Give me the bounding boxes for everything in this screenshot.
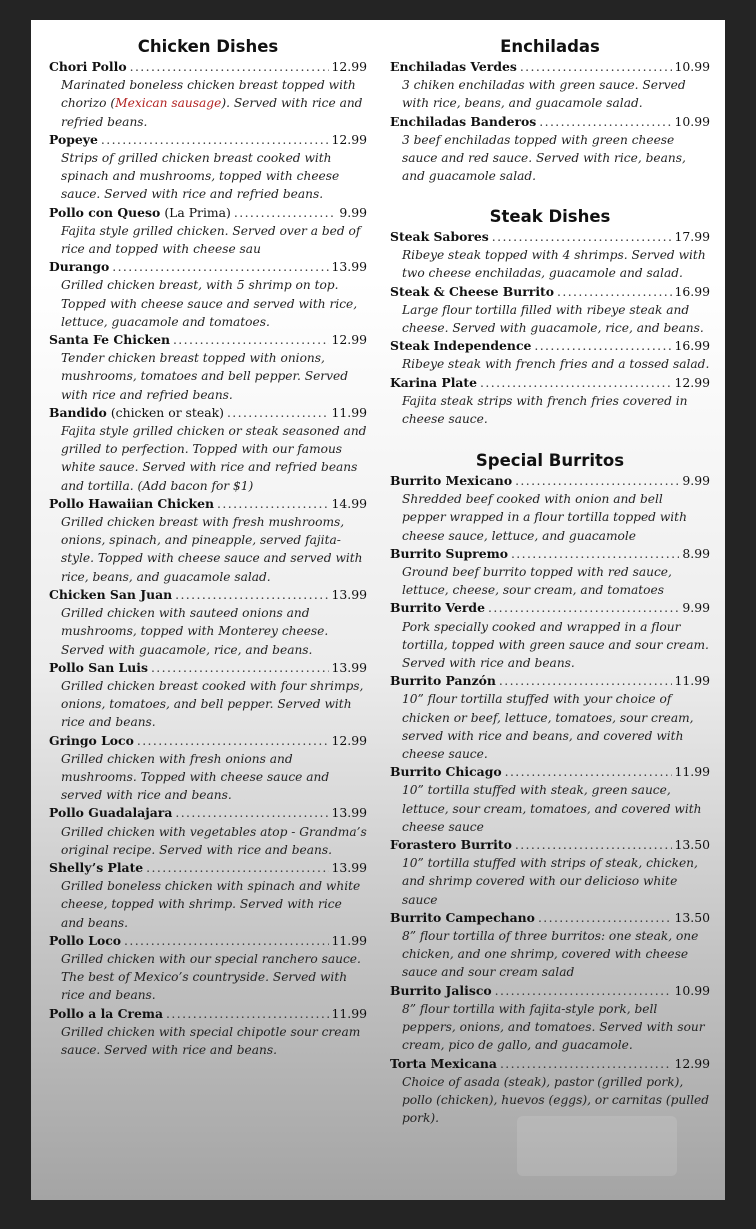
dot-leader: [488, 599, 679, 617]
steak-dishes-list: [390, 228, 710, 428]
menu-item: [390, 58, 710, 113]
menu-item-price: 10.99: [674, 59, 710, 74]
enchiladas-list: [390, 58, 710, 185]
menu-item-price: 13.99: [331, 805, 367, 821]
menu-item-name: Torta Mexicana: [390, 1055, 497, 1071]
menu-item-name: Pollo Guadalajara: [49, 805, 173, 821]
menu-item-description: 10” tortilla stuffed with steak, green sauce, lettuce, sour cream, tomatoes, and covered with cheese sauce: [402, 783, 702, 834]
menu-item-name: Forastero Burrito: [390, 837, 512, 853]
dot-leader: [173, 331, 329, 349]
dot-leader: [515, 836, 672, 854]
menu-item: [49, 932, 367, 1005]
section-title-enchiladas: Enchiladas: [500, 37, 600, 56]
menu-item-price: 12.99: [674, 374, 710, 390]
menu-item-name: Bandido: [49, 404, 107, 420]
dot-leader: [515, 472, 679, 490]
menu-item-header: [390, 763, 710, 781]
menu-item-description: Ribeye steak topped with 4 shrimps. Served with two cheese enchiladas, guacamole and salad.: [402, 248, 706, 281]
menu-item-header: [390, 228, 710, 246]
menu-item-price: 10.99: [674, 982, 710, 998]
menu-item-price: 9.99: [682, 473, 710, 488]
menu-item: [49, 204, 367, 259]
menu-item-description: Shredded beef cooked with onion and bell pepper wrapped in a flour tortilla topped with cheese sauce, lettuce, and guacamole: [402, 492, 687, 543]
menu-item-name: Enchiladas Verdes: [390, 59, 517, 74]
menu-item: [390, 672, 710, 763]
menu-item-header: [390, 836, 710, 854]
section-title-special-burritos: Special Burritos: [475, 451, 625, 470]
dot-leader: [130, 58, 329, 76]
menu-item: [49, 804, 367, 859]
menu-item-header: [49, 404, 367, 422]
menu-item-header: [390, 982, 710, 1000]
menu-item-price: 13.99: [331, 586, 367, 602]
special-burritos-section: [390, 450, 710, 1127]
menu-item-price: 9.99: [339, 204, 367, 220]
menu-item-price: 12.99: [331, 732, 367, 748]
menu-item-description: Grilled chicken breast cooked with four shrimps, onions, tomatoes, and bell pepper. Served with rice and beans.: [61, 678, 364, 730]
menu-item-name: Chicken San Juan: [49, 586, 173, 602]
menu-item-description: Grilled chicken breast, with 5 shrimp on top. Topped with cheese sauce and served with rice, lettuce, guacamole and tomatoes.: [61, 278, 358, 329]
menu-item-description: 3 chiken enchiladas with green sauce. Served with rice, beans, and guacamole salad.: [402, 78, 686, 111]
menu-item-name: Pollo Hawaiian Chicken: [49, 495, 215, 511]
enchiladas-section: [390, 36, 710, 185]
menu-item-name: Burrito Jalisco: [390, 982, 492, 998]
menu-item-name: Popeye: [49, 131, 98, 147]
menu-item-name: Steak & Cheese Burrito: [390, 283, 555, 299]
menu-item-header: [49, 131, 367, 149]
menu-item: [390, 374, 710, 429]
menu-item-header: [49, 932, 367, 950]
menu-item-description: Fajita style grilled chicken. Served over a bed of rice and topped with cheese sau: [61, 223, 361, 257]
menu-item-name: Burrito Panzón: [390, 673, 496, 689]
menu-item-header: [390, 283, 710, 301]
menu-item: [49, 859, 367, 932]
menu-item: [390, 337, 710, 373]
menu-item: [49, 1005, 367, 1060]
dot-leader: [234, 204, 337, 222]
menu-item-price: 11.99: [331, 404, 367, 420]
dot-leader: [557, 283, 671, 301]
dot-leader: [101, 131, 329, 149]
menu-item-name: Burrito Campechano: [390, 909, 535, 925]
menu-item-header: [390, 909, 710, 927]
menu-item: [390, 113, 710, 186]
menu-item: [49, 131, 367, 204]
dot-leader: [492, 228, 672, 246]
menu-item-price: 12.99: [331, 332, 367, 348]
menu-item-header: [49, 804, 367, 822]
section-title-steak-dishes: Steak Dishes: [489, 207, 611, 226]
dot-leader: [511, 545, 679, 563]
menu-item-header: [390, 113, 710, 131]
menu-item-name: Pollo San Luis: [49, 659, 148, 675]
dot-leader: [166, 1005, 328, 1023]
menu-item-header: [390, 58, 710, 76]
description-highlight: Mexican sausage: [115, 96, 222, 111]
menu-item-name: Chori Pollo: [49, 59, 127, 74]
menu-item: [390, 909, 710, 982]
menu-item-price: 13.99: [331, 859, 367, 875]
menu-item-header: [49, 859, 367, 877]
menu-item-price: 11.99: [674, 764, 710, 780]
menu-item: [390, 836, 710, 909]
menu-item-description: Strips of grilled chicken breast cooked with spinach and mushrooms, topped with cheese sauce. Served with rice and refried beans.: [61, 151, 340, 202]
menu-item-description: Fajita steak strips with french fries covered in cheese sauce.: [402, 393, 688, 427]
special-burritos-list: [390, 472, 710, 1127]
menu-item: [390, 599, 710, 672]
menu-item-price: 13.50: [674, 909, 710, 925]
description-text: Marinated boneless chicken breast topped with chorizo (: [61, 78, 356, 111]
dot-leader: [124, 932, 328, 950]
menu-item: [390, 763, 710, 836]
menu-item-description: Large flour tortilla filled with ribeye steak and cheese. Served with guacamole, rice, and beans.: [402, 302, 704, 336]
menu-item-description: Grilled boneless chicken with spinach and white cheese, topped with shrimp. Served with rice and beans.: [61, 879, 361, 930]
menu-item-price: 16.99: [674, 338, 710, 354]
menu-item-price: 11.99: [331, 932, 367, 948]
menu-item-header: [49, 204, 367, 222]
menu-item-name: Santa Fe Chicken: [49, 332, 170, 348]
menu-item: [390, 982, 710, 1055]
menu-item: [49, 331, 367, 404]
menu-item-price: 11.99: [674, 673, 710, 689]
menu-item: [390, 283, 710, 338]
menu-item-header: [49, 659, 367, 677]
dot-leader: [500, 1055, 672, 1073]
dot-leader: [538, 909, 672, 927]
dot-leader: [499, 672, 672, 690]
dot-leader: [480, 374, 671, 392]
menu-item-name: Pollo con Queso: [49, 204, 161, 220]
menu-item-price: 17.99: [674, 229, 710, 244]
dot-leader: [112, 258, 328, 276]
dot-leader: [137, 732, 329, 750]
menu-item-name: Burrito Mexicano: [390, 473, 513, 488]
menu-item-price: 13.99: [331, 259, 367, 275]
menu-item-name: Shelly’s Plate: [49, 859, 144, 875]
menu-item-name: Karina Plate: [390, 374, 478, 390]
menu-item-description: Tender chicken breast topped with onions, mushrooms, tomatoes and bell pepper. Served with rice and refried beans.: [61, 351, 349, 402]
menu-page: [31, 20, 725, 1200]
menu-item-description: 3 beef enchiladas topped with green cheese sauce and red sauce. Served with rice, beans, and guacamole salad.: [402, 132, 686, 184]
dot-leader: [146, 859, 328, 877]
menu-item-header: [49, 586, 367, 604]
menu-item-price: 11.99: [331, 1005, 367, 1021]
menu-item-description: Choice of asada (steak), pastor (grilled pork), pollo (chicken), huevos (eggs), or carnitas (pulled pork).: [402, 1074, 710, 1126]
menu-item-price: 9.99: [682, 600, 710, 616]
glare-smudge: [517, 1116, 677, 1176]
menu-item: [49, 586, 367, 659]
menu-item-description: Ribeye steak with french fries and a tossed salad.: [402, 357, 710, 372]
menu-item-description: 10” flour tortilla stuffed with your choice of chicken or beef, lettuce, tomatoes, sour cream, served with rice and beans, and covered with cheese sauce.: [402, 692, 694, 762]
menu-item-name: Burrito Supremo: [390, 545, 508, 561]
menu-item-header: [49, 331, 367, 349]
menu-item-name: Burrito Chicago: [390, 764, 502, 780]
menu-item-description: Pork specially cooked and wrapped in a flour tortilla, topped with green sauce and sour cream. Served with rice and beans.: [402, 619, 709, 671]
menu-item-description: Grilled chicken with our special ranchero sauce. The best of Mexico’s countryside. Served with rice and beans.: [61, 951, 361, 1003]
menu-item: [390, 228, 710, 283]
menu-item-header: [390, 1055, 710, 1073]
menu-item-header: [390, 545, 710, 563]
menu-item: [49, 58, 367, 131]
menu-item-price: 8.99: [682, 545, 710, 561]
menu-item: [49, 404, 367, 495]
dot-leader: [175, 804, 328, 822]
menu-item-description: 10” tortilla stuffed with strips of steak, chicken, and shrimp covered with our delicioso white sauce: [402, 856, 698, 907]
menu-item-price: 13.99: [331, 659, 367, 675]
menu-item: [49, 659, 367, 732]
menu-item-note: (La Prima): [164, 204, 231, 220]
menu-item-description: Grilled chicken breast with fresh mushrooms, onions, spinach, and pineapple, served fajita-style. Topped with cheese sauce and served with rice, beans, and guacamole salad.: [61, 515, 363, 584]
menu-item: [49, 495, 367, 586]
section-title-chicken-dishes: Chicken Dishes: [137, 37, 279, 56]
menu-item-name: Durango: [49, 259, 110, 275]
menu-item-name: Pollo Loco: [49, 932, 122, 948]
menu-item-price: 13.50: [674, 837, 710, 853]
menu-item-price: 12.99: [331, 131, 367, 147]
menu-item-name: Steak Sabores: [390, 229, 489, 244]
menu-item-description: Grilled chicken with special chipotle sour cream sauce. Served with rice and beans.: [61, 1024, 361, 1057]
menu-item-header: [49, 732, 367, 750]
menu-item-description: Grilled chicken with vegetables atop - Grandma’s original recipe. Served with rice and beans.: [61, 824, 367, 857]
menu-item-header: [49, 495, 367, 513]
menu-item-note: (chicken or steak): [110, 404, 224, 420]
dot-leader: [217, 495, 328, 513]
dot-leader: [227, 404, 329, 422]
dot-leader: [534, 337, 671, 355]
menu-item-header: [390, 337, 710, 355]
menu-item-name: Pollo a la Crema: [49, 1005, 164, 1021]
menu-item-name: Burrito Verde: [390, 600, 485, 616]
steak-dishes-section: [390, 206, 710, 428]
menu-item-description: 8” flour tortilla with fajita-style pork, bell peppers, onions, and tomatoes. Served with sour cream, pico de gallo, and guacamole.: [402, 1001, 705, 1053]
menu-item-description: Grilled chicken with fresh onions and mushrooms. Topped with cheese sauce and served with rice and beans.: [61, 751, 330, 803]
menu-item-description: Ground beef burrito topped with red sauce, lettuce, cheese, sour cream, and tomatoes: [402, 565, 672, 598]
description-text: ). Served with rice and refried beans.: [61, 96, 363, 129]
menu-item-price: 12.99: [331, 59, 367, 74]
chicken-dishes-list: [49, 58, 367, 1059]
dot-leader: [495, 982, 672, 1000]
menu-item-description: 8” flour tortilla of three burritos: one steak, one chicken, and one shrimp, covered with cheese sauce and sour cream salad: [402, 929, 699, 980]
menu-item: [390, 472, 710, 545]
menu-item-price: 14.99: [331, 495, 367, 511]
menu-item: [49, 258, 367, 331]
dot-leader: [151, 659, 329, 677]
dot-leader: [505, 763, 672, 781]
menu-item-name: Enchiladas Banderos: [390, 113, 537, 129]
menu-item-header: [390, 672, 710, 690]
menu-item-header: [390, 374, 710, 392]
menu-item-name: Steak Independence: [390, 338, 532, 354]
menu-item: [49, 732, 367, 805]
menu-item-header: [49, 1005, 367, 1023]
chicken-dishes-column: [49, 36, 367, 1059]
dot-leader: [175, 586, 328, 604]
menu-item-name: Gringo Loco: [49, 732, 134, 748]
dot-leader: [539, 113, 671, 131]
menu-item-price: 10.99: [674, 113, 710, 129]
menu-item-description: [49, 76, 367, 131]
dot-leader: [520, 58, 672, 76]
menu-item-header: [390, 472, 710, 490]
menu-item-description: Fajita style grilled chicken or steak seasoned and grilled to perfection. Topped with our famous white sauce. Served with rice and refried beans and tortilla. (Add bacon for $1): [61, 424, 367, 493]
menu-item-price: 12.99: [674, 1055, 710, 1071]
menu-item-price: 16.99: [674, 283, 710, 299]
menu-item-header: [49, 58, 367, 76]
menu-item-description: Grilled chicken with sauteed onions and mushrooms, topped with Monterey cheese. Served with guacamole, rice, and beans.: [61, 606, 329, 657]
menu-item-header: [390, 599, 710, 617]
menu-item-header: [49, 258, 367, 276]
menu-item: [390, 545, 710, 600]
